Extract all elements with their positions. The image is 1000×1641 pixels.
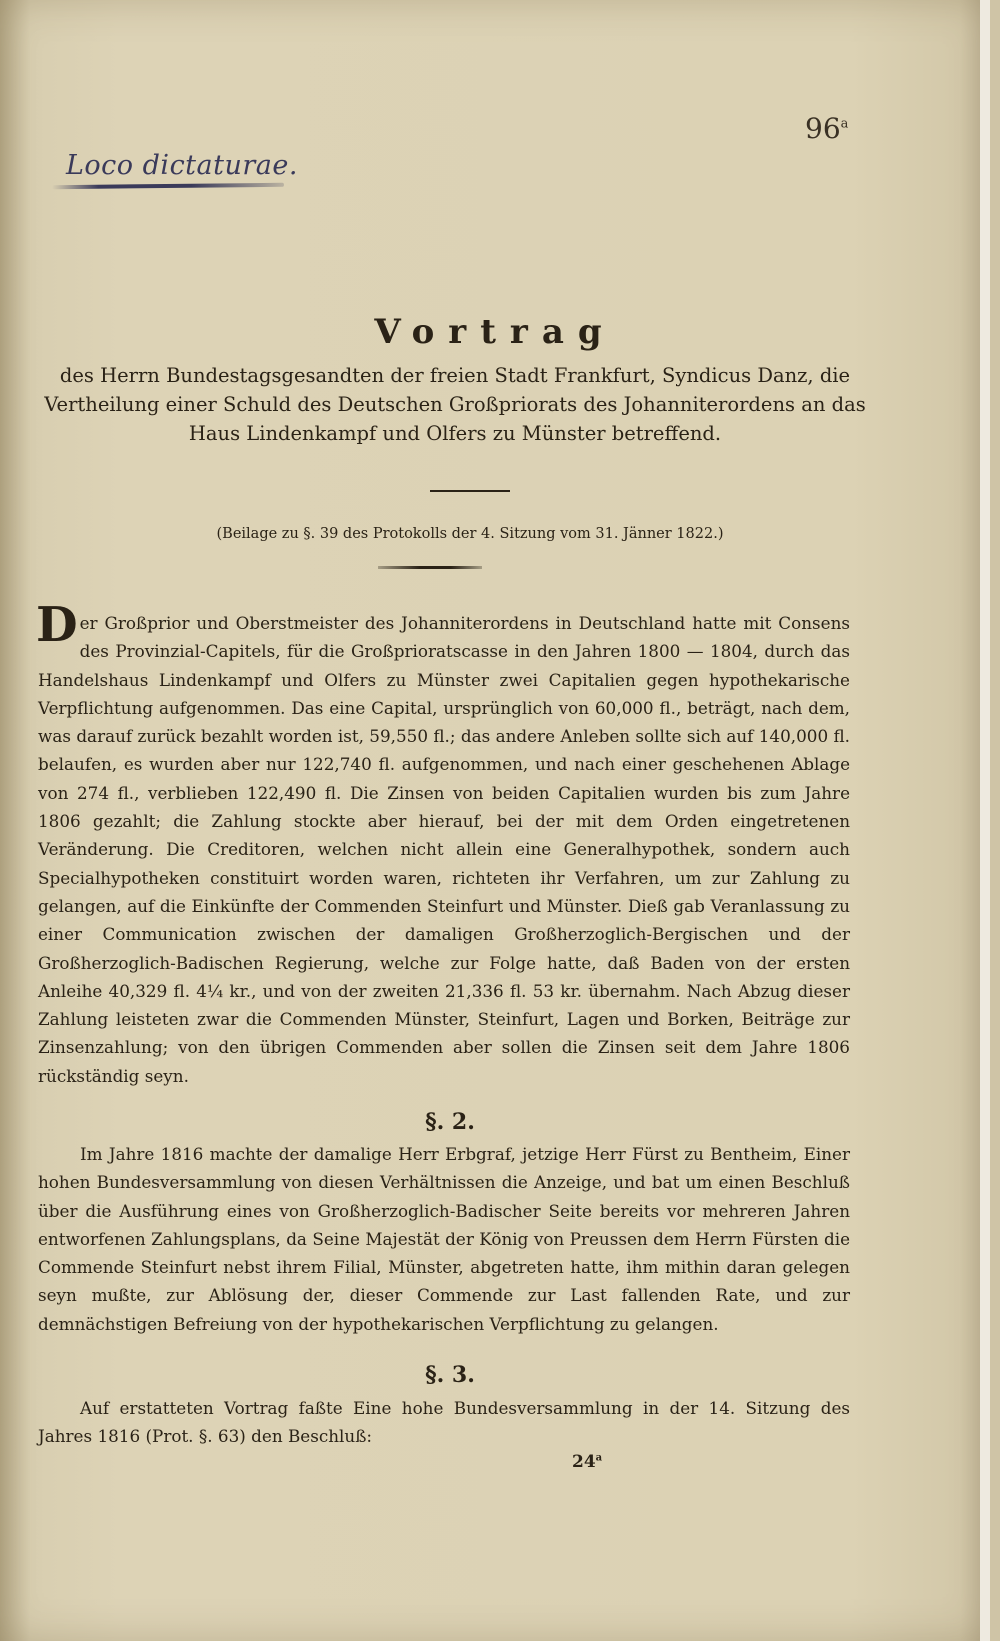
page-number bbox=[805, 112, 848, 145]
subtitle-divider bbox=[430, 490, 510, 492]
page-edge bbox=[980, 0, 990, 1641]
signature-mark-value: 24 bbox=[572, 1452, 596, 1472]
signature-mark bbox=[572, 1452, 602, 1472]
paragraph-2: Im Jahre 1816 machte der damalige Herr Erbgraf, jetzige Herr Fürst zu Bentheim, Einer hohen Bundesversammlung von diesen Verhältnissen die Anzeige, und bat um einen Beschluß über die Ausführung eines von Großherzoglich-Badischer Seite bereits vor mehreren Jahren entworfenen Zahlungsplans, da Seine Majestät der König von Preussen dem Herrn Fürsten die Commende Steinfurt nebst ihrem Filial, Münster, abgetreten hatte, ihm mithin daran gelegen seyn mußte, zur Ablösung der, dieser Commende zur Last fallenden Rate, und zur demnächstigen Befreiung von der hypothekarischen Verpflichtung zu gelangen. bbox=[38, 1144, 850, 1334]
handwritten-underline bbox=[52, 183, 284, 189]
page-number-value: 96 bbox=[805, 112, 841, 145]
page-number-suffix: a bbox=[840, 116, 849, 132]
section-3-heading: §. 3. bbox=[425, 1362, 475, 1388]
supplement-note: (Beilage zu §. 39 des Protokolls der 4. Sitzung vom 31. Jänner 1822.) bbox=[216, 526, 724, 542]
paragraph-1 bbox=[36, 597, 850, 1090]
document-title: Vortrag bbox=[374, 312, 616, 352]
document-subtitle: des Herrn Bundestagsgesandten der freien Stadt Frankfurt, Syndicus Danz, die Vertheilung einer Schuld des Deutschen Großpriorats des Johanniterordens an das Haus Lindenkampf und Olfers zu Münster betreffend. bbox=[44, 364, 866, 445]
paragraph-1-text: er Großprior und Oberstmeister des Johanniterordens in Deutschland hatte mit Consens des Provinzial-Capitels, für die Großprioratscasse in den Jahren 1800 — 1804, durch das Handelshaus Lindenkampf und Olfers zu Münster zwei Capitalien gegen hypothekarische Verpflichtung aufgenommen. Das eine Capital, ursprünglich von 60,000 fl., beträgt, nach dem, was darauf zurück bezahlt worden ist, 59,550 fl.; das andere Anleben sollte sich auf 140,000 fl. belaufen, es wurden aber nur 122,740 fl. aufgenommen, und nach einer geschehenen Ablage von 274 fl., verblieben 122,490 fl. Die Zinsen von beiden Capitalien wurden bis zum Jahre 1806 gezahlt; die Zahlung stockte aber hierauf, bei der mit dem Orden eingetretenen Veränderung. Die Creditoren, welchen nicht allein eine Generalhypothek, sondern auch Specialhypotheken constituirt worden waren, richteten ihr Verfahren, um zur Zahlung zu gelangen, auf die Einkünfte der Commenden Steinfurt und Münster. Dieß gab Veranlassung zu einer Communication zwischen der damaligen Großherzoglich-Bergischen und der Großherzoglich-Badischen Regierung, welche zur Folge hatte, daß Baden von der ersten Anleihe 40,329 fl. 4¼ kr., und von der zweiten 21,336 fl. 53 kr. übernahm. Nach Abzug dieser Zahlung leisteten zwar die Commenden Münster, Steinfurt, Lagen und Borken, Beiträge zur Zinsenzahlung; von den übrigen Commenden aber sollen die Zinsen seit dem Jahre 1806 rückständig seyn. bbox=[38, 613, 850, 1086]
signature-mark-suffix: a bbox=[595, 1452, 603, 1464]
supplement-divider bbox=[378, 566, 482, 569]
drop-cap: D bbox=[36, 597, 78, 653]
handwritten-note: Loco dictaturae. bbox=[66, 150, 298, 181]
paragraph-3: Auf erstatteten Vortrag faßte Eine hohe Bundesversammlung in der 14. Sitzung des Jahres 1816 (Prot. §. 63) den Beschluß: bbox=[38, 1398, 850, 1447]
section-2-heading: §. 2. bbox=[425, 1109, 475, 1135]
